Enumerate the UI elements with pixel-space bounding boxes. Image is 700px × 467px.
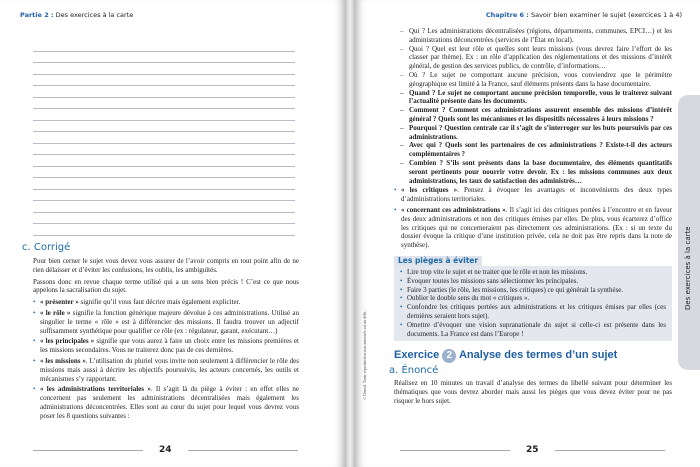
term: « présenter » bbox=[40, 298, 79, 307]
exercise-number-badge: 2 bbox=[442, 349, 456, 363]
term-text: signifie qu’il vous faut décrire mais également expliciter. bbox=[78, 298, 241, 307]
term: « les critiques » bbox=[401, 186, 458, 195]
writing-lines bbox=[33, 40, 295, 236]
term: « les principales » bbox=[40, 337, 95, 346]
writing-line bbox=[33, 224, 295, 236]
question-item: – Quoi ? Quel est leur rôle et quelles sont leurs missions (vous devrez faire l’effort de les classer par thème). Ex : un rôle d’application des réglementations et des missions d’intérêt général, de gestion des services publics, de contrôle, d’informations… bbox=[400, 45, 672, 71]
term-list bbox=[33, 298, 299, 420]
chapter-title: Savoir bien examiner le sujet (exercices 1 à 4) bbox=[530, 11, 682, 19]
writing-line bbox=[33, 86, 295, 98]
question-list bbox=[394, 27, 672, 185]
list-item bbox=[33, 337, 299, 355]
part-label: Partie 2 : bbox=[20, 11, 54, 19]
writing-line bbox=[33, 190, 295, 202]
writing-line bbox=[33, 40, 295, 52]
writing-line bbox=[33, 155, 295, 167]
question-item: – Combien ? S’ils sont présents dans la base documentaire, des éléments quantitatifs seront pertinents pour nourrir votre devoir. Ex : les missions communes aux deux administrations, les taux de satisfaction des administrés… bbox=[400, 159, 672, 185]
question-item: – Avec qui ? Quels sont les partenaires de ces administrations ? Existe-t-il des acteurs complémentaires ? bbox=[400, 141, 672, 159]
writing-line bbox=[33, 144, 295, 156]
pitfall-item: • Évoquer toutes les missions sans sélectionner les principales. bbox=[400, 277, 666, 286]
term: « le rôle » bbox=[40, 308, 71, 317]
exercise-heading bbox=[394, 348, 672, 363]
paragraph: Pour bien cerner le sujet vous devez vous assurer de l’avoir compris en tout point afin de ne rien délaisser et d’éviter les confusions, les oublis, les ambiguïtés. bbox=[33, 257, 299, 274]
pitfalls-title: Les pièges à éviter bbox=[394, 256, 482, 266]
writing-line bbox=[33, 98, 295, 110]
pitfall-item: • Lire trop vite le sujet et ne traiter que le rôle et non les missions. bbox=[400, 268, 666, 277]
term-text: signifie la fonction générique majeure dévolue à ces administrations. Utilisé au singulier le terme « rôle » est à différencier des missions. Il faudra trouver un adjectif suffisamment synthétique pour qualifier ce rôle (ex : régulateur, garant, exécutant…) bbox=[40, 308, 299, 335]
pitfall-item: • Oublier le double sens du mot « critiques ». bbox=[400, 294, 666, 303]
writing-line bbox=[33, 213, 295, 225]
exercise-word: Exercice bbox=[394, 349, 440, 362]
question-item: – Où ? Le sujet ne comportant aucune précision, vous conviendrez que le périmètre géographique est limité à la France, sauf éléments présents dans la base documentaire. bbox=[400, 71, 672, 89]
left-page bbox=[0, 0, 346, 467]
side-tab-label: Des exercices à la carte bbox=[684, 226, 692, 310]
list-item bbox=[33, 298, 299, 307]
term-text: . Pensez à évoquer les avantages et inconvénients des deux types d’administrations territoriales. bbox=[401, 186, 673, 204]
writing-line bbox=[33, 75, 295, 87]
side-tab bbox=[678, 95, 700, 370]
list-item bbox=[394, 186, 672, 204]
question-item: – Qui ? Les administrations décentralisées (régions, départements, communes, EPCI…) et les administrations déconcentrées (services de l’État en local). bbox=[400, 27, 672, 45]
left-body bbox=[33, 257, 299, 423]
section-title: c. Corrigé bbox=[22, 242, 71, 253]
writing-line bbox=[33, 201, 295, 213]
term-text: . L’utilisation du pluriel vous invite non seulement à différencier le rôle des missions mais aussi à décrire les objectifs poursuivis, les acteurs concernés, les outils et mécanismes s’y rapportant. bbox=[40, 356, 300, 383]
term: « les missions » bbox=[40, 356, 86, 365]
page-number: 25 bbox=[526, 445, 539, 455]
term-text: signifie que vous aurez à faire un choix entre les missions premières et les missions secondaires. Vous ne traiterez donc pas de ces dernières. bbox=[40, 337, 299, 355]
running-head bbox=[486, 11, 682, 19]
copyright-notice: © Dunod. Toute reproduction non autorisée est un délit. bbox=[362, 310, 367, 400]
writing-line bbox=[33, 178, 295, 190]
list-item bbox=[33, 357, 299, 383]
writing-line bbox=[33, 109, 295, 121]
right-body bbox=[389, 27, 673, 409]
right-page bbox=[354, 0, 700, 467]
page-footer bbox=[354, 445, 700, 456]
exercise-title: Analyse des termes d’un sujet bbox=[458, 349, 618, 362]
term: « les administrations territoriales » bbox=[40, 385, 151, 394]
writing-line bbox=[33, 63, 295, 75]
paragraph: Passons donc en revue chaque terme utilisé qui a un sens bien précis ! C’est ce que nous appelons la sacralisation du sujet. bbox=[33, 277, 299, 295]
term-list bbox=[394, 186, 672, 250]
writing-line bbox=[33, 132, 295, 144]
statement: Réalisez en 10 minutes un travail d’analyse des termes du libellé suivant pour déterminer les thématiques que vous devrez aborder mais aussi les pièges que vous devez éviter pour ne pas risquer le hors sujet. bbox=[394, 379, 672, 405]
running-head bbox=[20, 11, 133, 19]
writing-line bbox=[33, 121, 295, 133]
page-footer bbox=[0, 445, 346, 456]
pitfall-item: • Omettre d’évoquer une vision supranationale du sujet si celle-ci est présente dans les documents. La France est dans l’Europe ! bbox=[400, 321, 666, 339]
pitfalls-box bbox=[394, 266, 672, 341]
pitfall-item: • Confondre les critiques portées aux administrations et les critiques émises par elles (ces dernières seraient hors sujet). bbox=[400, 303, 666, 321]
page-number: 24 bbox=[159, 445, 172, 455]
pitfalls-list bbox=[400, 268, 666, 338]
chapter-label: Chapitre 6 : bbox=[485, 11, 529, 19]
list-item bbox=[33, 309, 299, 335]
question-item: – Quand ? Le sujet ne comportant aucune précision temporelle, vous le traiterez suivant l’actualité présente dans les documents. bbox=[400, 89, 672, 107]
term: « concernant ces administrations » bbox=[401, 205, 506, 214]
term-text: . Il s’agit ici des critiques portées à l’encontre et en faveur des deux administrations et non des critiques émises par elles. De plus, vous écarterez d’office les critiques qui ne concerneraient pas directement ces administrations. (Ex : si un texte du dossier évoque la critique d’une institution privée, cela ne doit pas être repris dans la note de synthèse). bbox=[401, 205, 672, 250]
question-item: – Comment ? Comment ces administrations assurent ensemble des missions d’intérêt général ? Quels sont les mécanismes et les dispositifs nécessaires à leurs missions ? bbox=[400, 106, 672, 124]
book-gutter bbox=[346, 0, 354, 467]
term-text: . Il s’agit là du piège à éviter : en effet elles ne concernent pas seulement les administrations décentralisées mais également les administrations déconcentrées. Elles sont au cœur du sujet pour lequel vous devrez vous poser les 8 questions suivantes : bbox=[40, 385, 300, 420]
list-item bbox=[394, 206, 672, 250]
question-item: – Pourquoi ? Question centrale car il s’agit de s’interroger sur les buts poursuivis par ces administrations. bbox=[400, 124, 672, 142]
part-title: Des exercices à la carte bbox=[55, 11, 134, 19]
writing-line bbox=[33, 167, 295, 179]
pitfall-item: • Faire 3 parties (le rôle, les missions, les critiques) ce qui générait la synthèse. bbox=[400, 286, 666, 295]
subsection-title: a. Énoncé bbox=[389, 365, 439, 377]
list-item bbox=[33, 385, 299, 420]
writing-line bbox=[33, 52, 295, 64]
